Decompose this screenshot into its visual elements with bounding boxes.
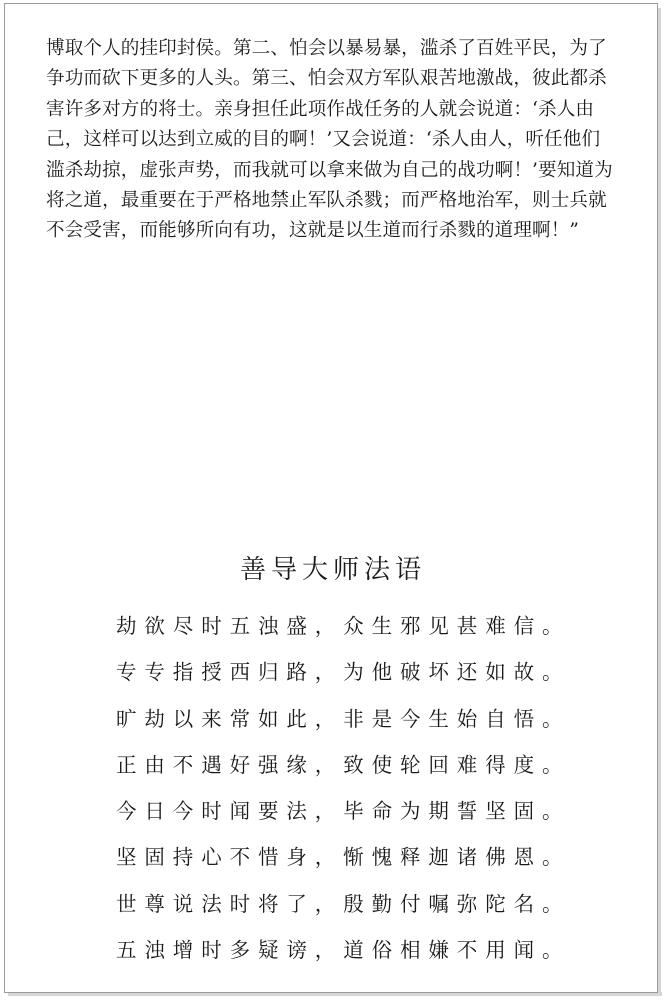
verse-line: 正由不遇好强缘，致使轮回难得度。 [116,752,571,777]
passage-line: 不会受害，而能够所向有功，这就是以生道而行杀戮的道理啊！” [46,220,580,242]
passage-line: 将之道，最重要在于严格地禁止军队杀戮；而严格地治军，则士兵就 [46,189,607,211]
verse-block [116,603,616,973]
verse-line: 五浊增时多疑谤，道俗相嫌不用闻。 [116,938,571,963]
passage-line: 争功而砍下更多的人头。第三、怕会双方军队艰苦地激战，彼此都杀 [46,68,607,90]
verse-line: 今日今时闻要法，毕命为期誓坚固。 [116,799,571,824]
passage-paragraph [46,34,630,247]
passage-line: 博取个人的挂印封侯。第二、怕会以暴易暴，滥杀了百姓平民，为了 [46,38,607,59]
passage-line: 滥杀劫掠，虚张声势，而我就可以拿来做为自己的战功啊！’要知道为 [46,159,613,181]
verse-line: 世尊说法时将了，殷勤付嘱弥陀名。 [116,891,571,916]
verse-title: 善导大师法语 [239,555,426,585]
verse-line: 旷劫以来常如此，非是今生始自悟。 [116,706,571,731]
verse-line: 专专指授西归路，为他破坏还如故。 [116,660,571,685]
passage-line: 害许多对方的将士。亲身担任此项作战任务的人就会说道：‘杀人由 [46,98,595,120]
passage-line: 己，这样可以达到立威的目的啊！’又会说道：‘杀人由人，听任他们 [46,129,601,151]
verse-line: 劫欲尽时五浊盛，众生邪见甚难信。 [116,614,571,638]
verse-line: 坚固持心不惜身，惭愧释迦诸佛恩。 [116,845,571,870]
